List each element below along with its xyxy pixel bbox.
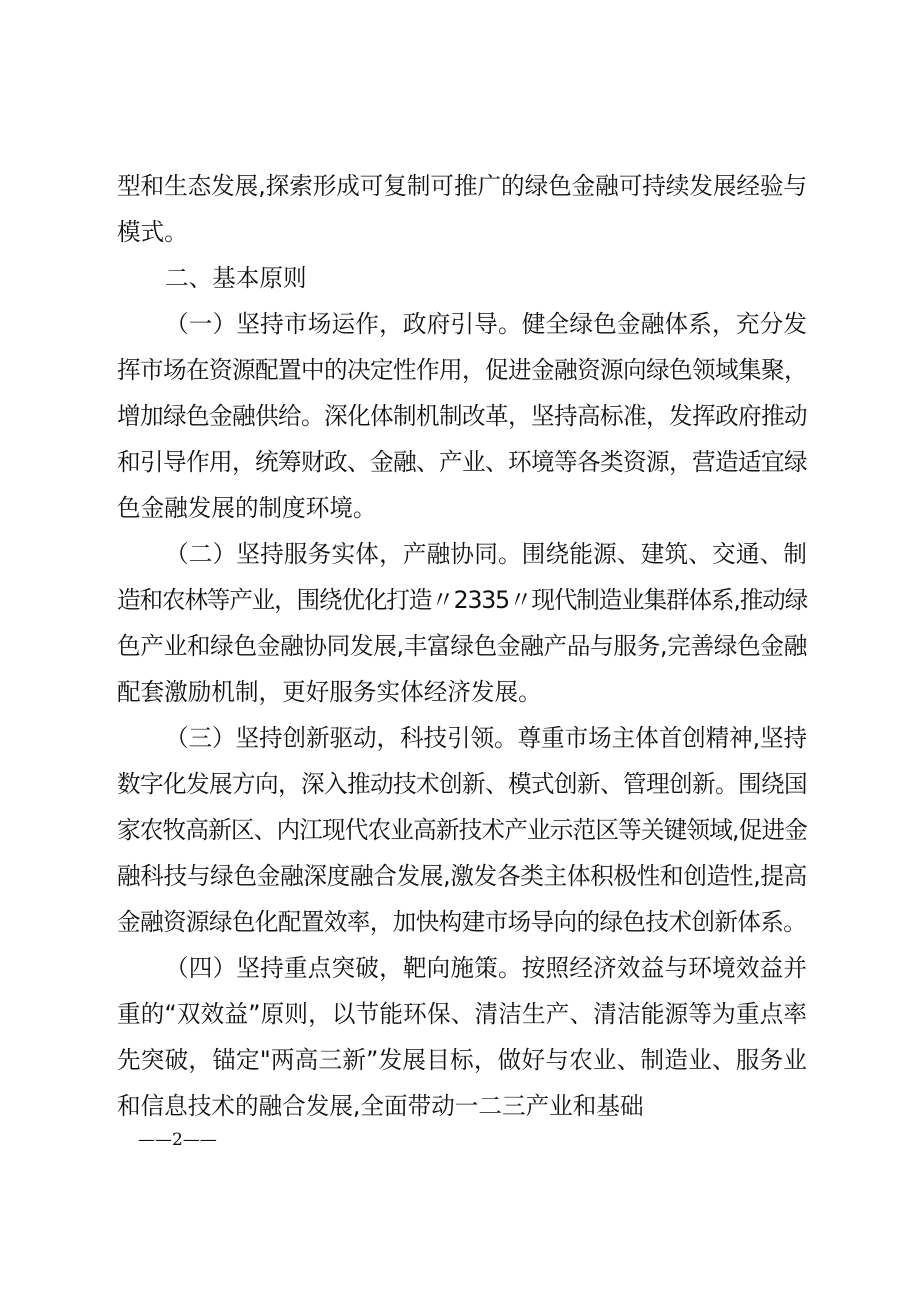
paragraph-line: 和信息技术的融合发展,全面带动一二三产业和基础 [117, 1092, 644, 1120]
paragraph-line: （四）坚持重点突破，靶向施策。按照经济效益与环境效益并 [165, 954, 807, 982]
paragraph-line: （二）坚持服务实体，产融协同。围绕能源、建筑、交通、制 [165, 540, 807, 568]
section-heading: 二、基本原则 [165, 264, 307, 292]
text-line: 型和生态发展,探索形成可复制可推广的绿色金融可持续发展经验与 [117, 172, 807, 200]
paragraph-line: 造和农林等产业，围绕优化打造〃2335〃现代制造业集群体系,推动绿 [117, 586, 807, 614]
paragraph-line: 重的“双效益”原则，以节能环保、清洁生产、清洁能源等为重点率 [117, 1000, 807, 1028]
paragraph-line: 金融资源绿色化配置效率，加快构建市场导向的绿色技术创新体系。 [117, 908, 807, 936]
paragraph-line: 数字化发展方向，深入推动技术创新、模式创新、管理创新。围绕国 [117, 770, 807, 798]
paragraph-line: （三）坚持创新驱动，科技引领。尊重市场主体首创精神,坚持 [165, 724, 807, 752]
paragraph-line: 色产业和绿色金融协同发展,丰富绿色金融产品与服务,完善绿色金融 [117, 632, 807, 660]
text-line: 模式。 [117, 218, 188, 246]
paragraph-line: 增加绿色金融供给。深化体制机制改革，坚持高标准，发挥政府推动 [117, 402, 807, 430]
page-number: ——2—— [138, 1130, 217, 1150]
paragraph-line: 家农牧高新区、内江现代农业高新技术产业示范区等关键领域,促进金 [117, 816, 807, 844]
paragraph-line: 配套激励机制，更好服务实体经济发展。 [117, 678, 542, 706]
paragraph-line: （一）坚持市场运作，政府引导。健全绿色金融体系，充分发 [165, 310, 807, 338]
paragraph-line: 先突破，锚定"两高三新”发展目标，做好与农业、制造业、服务业 [117, 1046, 807, 1074]
paragraph-line: 色金融发展的制度环境。 [117, 494, 377, 522]
paragraph-line: 和引导作用，统筹财政、金融、产业、环境等各类资源，营造适宜绿 [117, 448, 807, 476]
paragraph-line: 融科技与绿色金融深度融合发展,激发各类主体积极性和创造性,提高 [117, 862, 807, 890]
paragraph-line: 挥市场在资源配置中的决定性作用，促进金融资源向绿色领域集聚， [117, 356, 807, 384]
